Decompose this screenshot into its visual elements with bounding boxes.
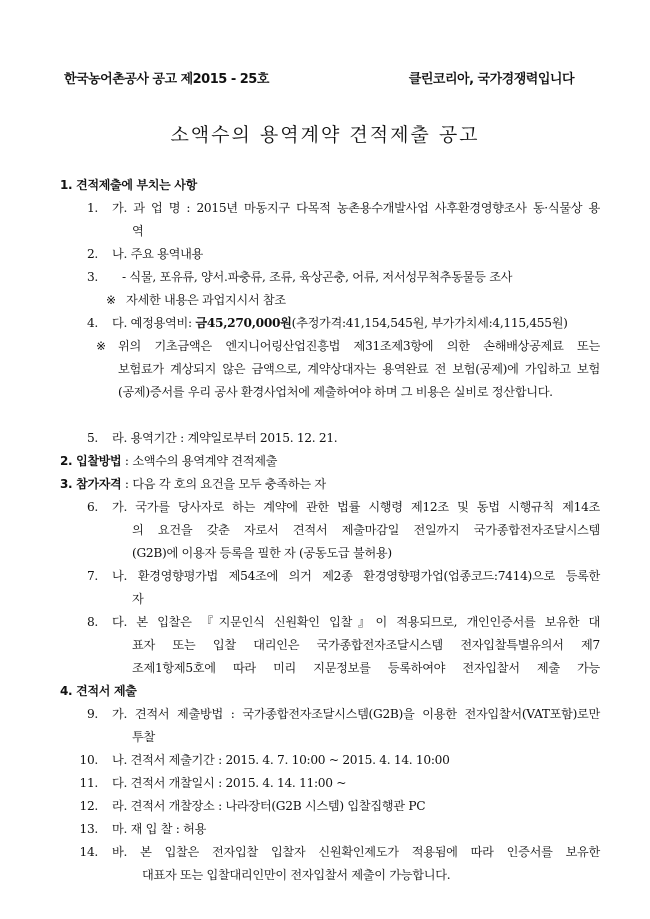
item-number: 10. bbox=[79, 753, 98, 767]
item-text: 가. 국가를 당사자로 하는 계약에 관한 법률 시행령 제12조 및 동법 시행규칙 제14조 bbox=[112, 500, 600, 514]
note-mark: ※ bbox=[96, 339, 106, 353]
section-2 bbox=[60, 450, 600, 473]
item-text: 라. 용역기간 : 계약일로부터 2015. 12. 21. bbox=[112, 431, 338, 445]
item-text-cont: 표자 또는 입찰 대리인은 국가종합전자조달시스템 전자입찰특별유의서 제7 bbox=[132, 638, 600, 652]
item-text: 라. 견적서 개찰장소 : 나라장터(G2B 시스템) 입찰집행관 PC bbox=[112, 799, 426, 813]
item-text-cont: 의 요건을 갖춘 자로서 견적서 제출마감일 전일까지 국가종합전자조달시스템 bbox=[132, 523, 600, 537]
item-number: 8. bbox=[86, 615, 98, 629]
list-item bbox=[60, 197, 600, 220]
list-item bbox=[60, 565, 600, 588]
item-number: 5. bbox=[86, 431, 98, 445]
item-number: 11. bbox=[79, 776, 98, 790]
list-item bbox=[60, 496, 600, 519]
item-text: 가. 과 업 명 : 2015년 마동지구 다목적 농촌용수개발사업 사후환경영향조사 동·식물상 용 bbox=[112, 201, 600, 215]
item-number: 9. bbox=[86, 707, 98, 721]
item-text: 나. 견적서 제출기간 : 2015. 4. 7. 10:00 ~ 2015. 4. 14. 10:00 bbox=[112, 753, 450, 767]
note bbox=[60, 335, 600, 358]
notice-number: 한국농어촌공사 공고 제2015 - 25호 bbox=[64, 72, 269, 87]
item-text-cont: 투찰 bbox=[132, 730, 155, 744]
item-text bbox=[112, 312, 600, 335]
item-text: 다. 본 입찰은 『지문인식 신원확인 입찰』이 적용되므로, 개인인증서를 보유한 대 bbox=[112, 615, 600, 629]
list-item bbox=[60, 427, 600, 450]
list-item bbox=[60, 611, 600, 634]
item-text: 마. 재 입 찰 : 허용 bbox=[112, 822, 207, 836]
list-item bbox=[60, 312, 600, 335]
note-text: (공제)증서를 우리 공사 환경사업처에 제출하여야 하며 그 비용은 실비로 정산합니다. bbox=[118, 385, 553, 399]
item-text: - 식물, 포유류, 양서.파충류, 조류, 육상곤충, 어류, 저서성무척추동물등 조사 bbox=[122, 270, 513, 284]
item-text: 다. 견적서 개찰일시 : 2015. 4. 14. 11:00 ~ bbox=[112, 776, 347, 790]
item-text: 나. 주요 용역내용 bbox=[112, 247, 204, 261]
fee-amount: 금45,270,000원 bbox=[195, 316, 292, 330]
slogan: 클린코리아, 국가경쟁력입니다 bbox=[408, 72, 574, 87]
fee-label: 다. 예정용역비: bbox=[112, 316, 196, 330]
section-text: : 다음 각 호의 요건을 모두 충족하는 자 bbox=[121, 477, 326, 491]
section-heading-4: 4. 견적서 제출 bbox=[60, 684, 137, 698]
item-text: 가. 견적서 제출방법 : 국가종합전자조달시스템(G2B)을 이용한 전자입찰서(VAT포함)로만 bbox=[112, 707, 600, 721]
notice-body bbox=[60, 174, 600, 887]
list-item bbox=[60, 841, 600, 864]
item-text-cont: 조제1항제5호에 따라 미리 지문정보를 등록하여야 전자입찰서 제출 가능 bbox=[132, 661, 600, 675]
item-number: 14. bbox=[79, 845, 98, 859]
item-number: 13. bbox=[79, 822, 98, 836]
list-item bbox=[60, 795, 600, 818]
item-text-cont: 대표자 또는 입찰대리인만이 전자입찰서 제출이 가능합니다. bbox=[142, 868, 451, 882]
section-heading-2: 2. 입찰방법 bbox=[60, 454, 122, 468]
note-text: 위의 기초금액은 엔지니어링산업진흥법 제31조제3항에 의한 손해배상공제료 또는 bbox=[118, 339, 600, 353]
section-3 bbox=[60, 473, 600, 496]
item-text-cont: (G2B)에 이용자 등록을 필한 자 (공동도급 불허용) bbox=[132, 546, 392, 560]
list-item bbox=[60, 772, 600, 795]
page-title: 소액수의 용역계약 견적제출 공고 bbox=[170, 124, 480, 146]
item-text: 나. 환경영향평가법 제54조에 의거 제2종 환경영향평가업(업종코드:7414)으로 등록한 bbox=[112, 569, 600, 583]
section-heading-1: 1. 견적제출에 부치는 사항 bbox=[60, 178, 197, 192]
item-number: 7. bbox=[86, 569, 98, 583]
list-item bbox=[60, 703, 600, 726]
section-text: : 소액수의 용역계약 견적제출 bbox=[121, 454, 278, 468]
item-text-cont: 자 bbox=[132, 592, 144, 606]
item-number: 4. bbox=[86, 316, 98, 330]
note-text: 자세한 내용은 과업지시서 참조 bbox=[126, 293, 286, 307]
fee-detail: (추정가격:41,154,545원, 부가가치세:4,115,455원) bbox=[291, 316, 568, 330]
item-text-cont: 역 bbox=[132, 224, 144, 238]
item-text: 바. 본 입찰은 전자입찰 입찰자 신원확인제도가 적용됨에 따라 인증서를 보유한 bbox=[112, 845, 600, 859]
item-number: 3. bbox=[86, 270, 98, 284]
list-item bbox=[60, 266, 600, 289]
item-number: 6. bbox=[86, 500, 98, 514]
item-number: 12. bbox=[79, 799, 98, 813]
item-number: 2. bbox=[86, 247, 98, 261]
note-text: 보험료가 계상되지 않은 금액으로, 계약상대자는 용역완료 전 보험(공제)에 가입하고 보험 bbox=[118, 362, 600, 376]
list-item bbox=[60, 818, 600, 841]
item-number: 1. bbox=[86, 201, 98, 215]
note-mark: ※ bbox=[106, 293, 116, 307]
list-item bbox=[60, 749, 600, 772]
list-item bbox=[60, 243, 600, 266]
section-heading-3: 3. 참가자격 bbox=[60, 477, 122, 491]
note bbox=[60, 289, 600, 312]
